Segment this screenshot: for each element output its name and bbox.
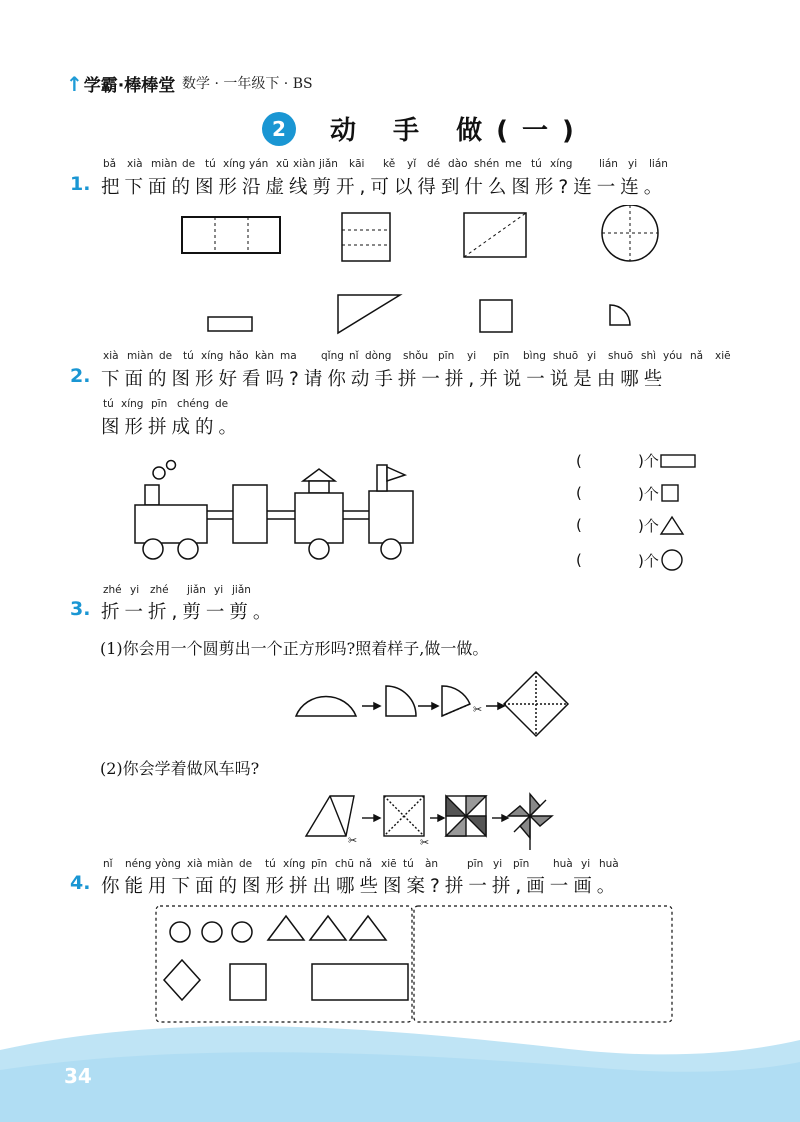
pinyin: dé: [427, 158, 441, 170]
train-figure: [125, 455, 425, 565]
pinyin: kě: [383, 158, 396, 170]
pinyin: yi: [581, 858, 591, 870]
pinyin: de: [182, 158, 196, 170]
pinyin: yi: [467, 350, 477, 362]
rectangle-icon: [659, 451, 699, 471]
pinyin: shén: [474, 158, 500, 170]
q4-number: 4.: [70, 872, 91, 894]
pinyin: qǐng: [321, 350, 344, 362]
pinyin: lián: [599, 158, 618, 170]
pinyin: tú: [403, 858, 414, 870]
pinyin: chū: [335, 858, 355, 870]
pinyin: xíng: [201, 350, 224, 362]
scissors-icon: ✂: [473, 703, 483, 716]
quarter-circle: [610, 305, 630, 325]
pinyin: shuō: [553, 350, 579, 362]
pinyin: zhé: [103, 584, 122, 596]
pinyin: xià: [127, 158, 143, 170]
count-row-triangle: [576, 514, 685, 536]
pinyin: yi: [130, 584, 140, 596]
count-row-rectangle: [576, 450, 699, 471]
pinyin: bìng: [523, 350, 546, 362]
q2-text-line1: 下面的图形好看吗?请你动手拼一拼,并说一说是由哪些: [101, 369, 668, 390]
count-label: )个: [638, 551, 659, 570]
pinyin: yán: [249, 158, 269, 170]
q2-pinyin-row-2: [103, 398, 303, 412]
pinyin: huà: [599, 858, 619, 870]
q1-shapes: [170, 205, 670, 345]
count-label: )个: [638, 484, 659, 503]
pinyin: chéng: [177, 398, 210, 410]
pinyin: tú: [103, 398, 114, 410]
pinyin: tú: [531, 158, 542, 170]
brand-name: 学霸·棒棒堂: [83, 76, 176, 96]
pinyin: miàn: [127, 350, 154, 362]
count-label: )个: [638, 452, 659, 470]
pinyin: xíng: [121, 398, 144, 410]
pinyin: tú: [183, 350, 194, 362]
pinyin: de: [239, 858, 253, 870]
small-rectangle: [208, 317, 252, 331]
square: [480, 300, 512, 332]
pinyin: shǒu: [403, 350, 429, 362]
pinyin: xíng: [223, 158, 246, 170]
rect-with-two-dashed-lines: [182, 217, 280, 253]
circle-to-square-steps: [290, 670, 580, 740]
pinyin: kàn: [255, 350, 274, 362]
scissors-icon: ✂: [348, 834, 358, 847]
square-icon: [659, 482, 683, 504]
pinyin: xíng: [283, 858, 306, 870]
pinyin: yóu: [663, 350, 683, 362]
circle-with-cross-dashed-lines: [602, 205, 658, 261]
q3-subquestion-1: (1)你会用一个圆剪出一个正方形吗?照着样子,做一做。: [100, 639, 489, 658]
triangle-icon: [659, 514, 685, 536]
pinyin: pīn: [493, 350, 510, 362]
pinyin: xū: [276, 158, 289, 170]
q2-number: 2.: [70, 365, 91, 387]
pinyin: pīn: [151, 398, 168, 410]
right-triangle: [338, 295, 400, 333]
pinyin: dòng: [365, 350, 392, 362]
q3-number: 3.: [70, 598, 91, 620]
pinyin: yi: [628, 158, 638, 170]
pinyin: pīn: [438, 350, 455, 362]
q4-text: 你能用下面的图形拼出哪些图案?拼一拼,画一画。: [101, 876, 621, 897]
pinyin: nǎ: [359, 858, 373, 870]
pinyin: xià: [103, 350, 119, 362]
semicircle-step: [296, 696, 356, 716]
pinyin: xíng: [550, 158, 573, 170]
pinyin: me: [505, 158, 522, 170]
pinyin: nǐ: [349, 350, 359, 362]
pinyin: zhé: [150, 584, 169, 596]
answer-blank-open[interactable]: (: [576, 551, 582, 569]
rect-with-diagonal-dashed-line: [464, 213, 526, 257]
pinyin: lián: [649, 158, 668, 170]
pinyin: bǎ: [103, 158, 117, 170]
pinyin: xiàn: [293, 158, 316, 170]
square-with-dashed-lines: [342, 213, 390, 261]
pinyin: pīn: [513, 858, 530, 870]
brand-mark-icon: ↑: [66, 72, 83, 96]
pinyin: yǐ: [407, 158, 417, 170]
answer-blank-open[interactable]: (: [576, 451, 582, 470]
pinyin: yi: [214, 584, 224, 596]
q3-pinyin-row: [103, 584, 303, 598]
q4-pinyin-row: [103, 858, 703, 872]
q1-text: 把下面的图形沿虚线剪开,可以得到什么图形?连一连。: [101, 177, 668, 198]
footer-wave: [0, 1010, 800, 1122]
pinyin: tú: [205, 158, 216, 170]
pinyin: huà: [553, 858, 573, 870]
pinyin: shì: [641, 350, 657, 362]
pinyin: jiǎn: [232, 584, 251, 596]
pinwheel-steps: [304, 790, 564, 852]
page-number: 34: [64, 1064, 92, 1088]
pinyin: hǎo: [229, 350, 249, 362]
pinyin: pīn: [311, 858, 328, 870]
q1-pinyin-row: [103, 158, 703, 172]
circle-icon: [659, 548, 685, 572]
q2-text-line2: 图形拼成的。: [101, 417, 243, 438]
pinyin: xiē: [381, 858, 397, 870]
pinyin: dào: [448, 158, 468, 170]
count-row-circle: [576, 548, 685, 572]
pinyin: de: [159, 350, 173, 362]
answer-blank-open[interactable]: (: [576, 484, 582, 502]
pinyin: miàn: [207, 858, 234, 870]
pinyin: néng: [125, 858, 152, 870]
pinyin: kāi: [349, 158, 365, 170]
scissors-icon: ✂: [420, 836, 430, 849]
pinyin: shuō: [608, 350, 634, 362]
pinyin: tú: [265, 858, 276, 870]
pinyin: de: [215, 398, 229, 410]
q1-number: 1.: [70, 173, 91, 195]
count-label: )个: [638, 516, 659, 535]
q2-pinyin-row-1: [103, 350, 743, 364]
pinyin: jiǎn: [319, 158, 338, 170]
pinyin: xiē: [715, 350, 731, 362]
book-subject: 数学 · 一年级下 · BS: [182, 76, 313, 92]
pinyin: àn: [425, 858, 439, 870]
pinyin: ma: [280, 350, 297, 362]
brand-logo: [66, 71, 175, 96]
pinyin: nǐ: [103, 858, 113, 870]
pinyin: yi: [587, 350, 597, 362]
q3-subquestion-2: (2)你会学着做风车吗?: [100, 759, 260, 778]
q3-text: 折一折,剪一剪。: [101, 602, 277, 623]
answer-blank-open[interactable]: (: [576, 516, 582, 534]
section-number-badge: 2: [262, 112, 296, 146]
pinyin: yòng: [155, 858, 181, 870]
pinyin: pīn: [467, 858, 484, 870]
pinyin: yi: [493, 858, 503, 870]
pinyin: miàn: [151, 158, 178, 170]
section-title: 动 手 做(一): [330, 116, 588, 146]
pinyin: jiǎn: [187, 584, 206, 596]
pinyin: xià: [187, 858, 203, 870]
drawing-panel[interactable]: [414, 906, 672, 1022]
pinwheel-icon: [508, 794, 552, 850]
count-row-square: [576, 482, 683, 504]
pinyin: nǎ: [690, 350, 704, 362]
